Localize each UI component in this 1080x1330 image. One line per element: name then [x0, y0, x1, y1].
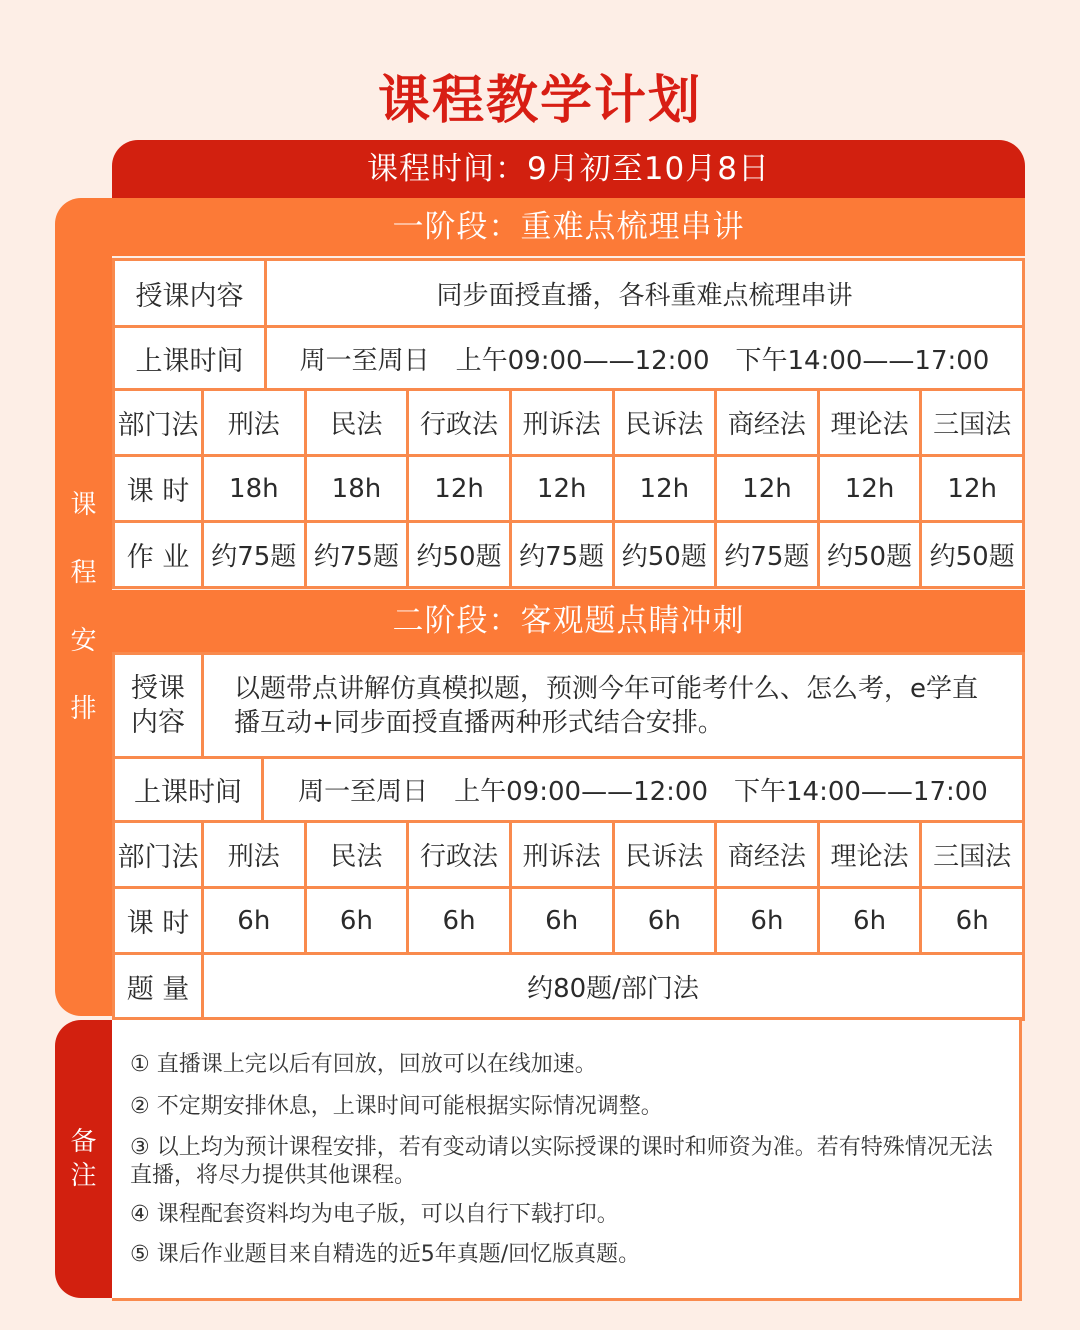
subject-cell: 三国法	[921, 390, 1024, 456]
note-item: ③ 以上均为预计课程安排，若有变动请以实际授课的课时和师资为准。若有特殊情况无法直播，将尽力提供其他课程。	[130, 1135, 993, 1188]
hours-cell: 6h	[613, 888, 716, 954]
subject-label: 部门法	[114, 390, 203, 456]
stage2-header: 二阶段：客观题点睛冲刺	[112, 590, 1025, 652]
content-label	[114, 654, 203, 758]
content-value: 以题带点讲解仿真模拟题，预测今年可能考什么、怎么考，e学直播互动+同步面授直播两种形式结合安排。	[203, 654, 1024, 758]
side-char: 程	[70, 558, 97, 588]
side-char: 备	[70, 1127, 97, 1157]
note-item: ④ 课程配套资料均为电子版，可以自行下载打印。	[130, 1202, 619, 1227]
content-value: 同步面授直播，各科重难点梳理串讲	[266, 260, 1024, 327]
content-label-line: 内容	[131, 706, 185, 738]
hours-cell: 18h	[305, 456, 408, 522]
subject-cell: 理论法	[818, 822, 921, 888]
content-label-line: 授课	[131, 672, 185, 704]
hours-label: 课 时	[114, 456, 203, 522]
subject-cell: 刑诉法	[510, 390, 613, 456]
homework-cell: 约75题	[510, 522, 613, 588]
questions-label: 题 量	[114, 954, 203, 1020]
subject-cell: 民法	[305, 390, 408, 456]
homework-cell: 约50题	[613, 522, 716, 588]
subject-cell: 刑法	[203, 390, 306, 456]
subject-cell: 刑法	[203, 822, 306, 888]
time-value: 周一至周日 上午09:00——12:00 下午14:00——17:00	[263, 758, 1024, 822]
notes-side-label	[55, 1020, 112, 1298]
subject-cell: 理论法	[818, 390, 921, 456]
table-row	[114, 758, 1024, 822]
course-arrangement-side-label	[55, 198, 112, 1016]
subject-cell: 行政法	[408, 390, 511, 456]
side-char: 安	[70, 626, 97, 656]
page-title: 课程教学计划	[377, 71, 702, 131]
subject-cell: 商经法	[716, 822, 819, 888]
homework-cell: 约50题	[818, 522, 921, 588]
note-item: ⑤ 课后作业题目来自精选的近5年真题/回忆版真题。	[130, 1242, 641, 1267]
subject-cell: 民诉法	[613, 390, 716, 456]
table-row	[114, 260, 1024, 327]
hours-cell: 12h	[818, 456, 921, 522]
time-label: 上课时间	[114, 327, 266, 390]
time-label: 上课时间	[114, 758, 263, 822]
side-char: 课	[70, 490, 97, 520]
course-period-banner: 课程时间：9月初至10月8日	[112, 140, 1025, 198]
table-row	[114, 522, 1024, 588]
subject-cell: 商经法	[716, 390, 819, 456]
time-value: 周一至周日 上午09:00——12:00 下午14:00——17:00	[266, 327, 1024, 390]
table-row	[114, 888, 1024, 954]
table-row	[114, 456, 1024, 522]
table-row	[114, 654, 1024, 758]
homework-cell: 约50题	[921, 522, 1024, 588]
homework-label: 作 业	[114, 522, 203, 588]
subject-cell: 行政法	[408, 822, 511, 888]
content-label: 授课内容	[114, 260, 266, 327]
hours-cell: 6h	[510, 888, 613, 954]
homework-cell: 约75题	[305, 522, 408, 588]
stage1-subject-table	[112, 388, 1025, 589]
hours-cell: 6h	[305, 888, 408, 954]
note-item: ① 直播课上完以后有回放，回放可以在线加速。	[130, 1052, 597, 1077]
hours-cell: 12h	[921, 456, 1024, 522]
stage1-info-table	[112, 258, 1025, 391]
questions-value: 约80题/部门法	[203, 954, 1024, 1020]
hours-cell: 12h	[716, 456, 819, 522]
hours-cell: 6h	[408, 888, 511, 954]
table-row	[114, 327, 1024, 390]
side-char: 排	[70, 694, 97, 724]
side-char: 注	[70, 1161, 97, 1191]
table-row	[114, 822, 1024, 888]
hours-cell: 6h	[921, 888, 1024, 954]
subject-label: 部门法	[114, 822, 203, 888]
hours-cell: 6h	[203, 888, 306, 954]
notes-panel	[112, 1017, 1022, 1301]
hours-cell: 12h	[408, 456, 511, 522]
stage1-header: 一阶段：重难点梳理串讲	[112, 198, 1025, 256]
table-row	[114, 954, 1024, 1020]
homework-cell: 约75题	[716, 522, 819, 588]
note-item: ② 不定期安排休息，上课时间可能根据实际情况调整。	[130, 1094, 663, 1119]
stage2-subject-table	[112, 820, 1025, 1021]
homework-cell: 约50题	[408, 522, 511, 588]
hours-label: 课 时	[114, 888, 203, 954]
hours-cell: 6h	[716, 888, 819, 954]
subject-cell: 民法	[305, 822, 408, 888]
stage2-info-table	[112, 652, 1025, 823]
subject-cell: 三国法	[921, 822, 1024, 888]
subject-cell: 民诉法	[613, 822, 716, 888]
hours-cell: 6h	[818, 888, 921, 954]
homework-cell: 约75题	[203, 522, 306, 588]
hours-cell: 12h	[613, 456, 716, 522]
subject-cell: 刑诉法	[510, 822, 613, 888]
hours-cell: 18h	[203, 456, 306, 522]
table-row	[114, 390, 1024, 456]
hours-cell: 12h	[510, 456, 613, 522]
